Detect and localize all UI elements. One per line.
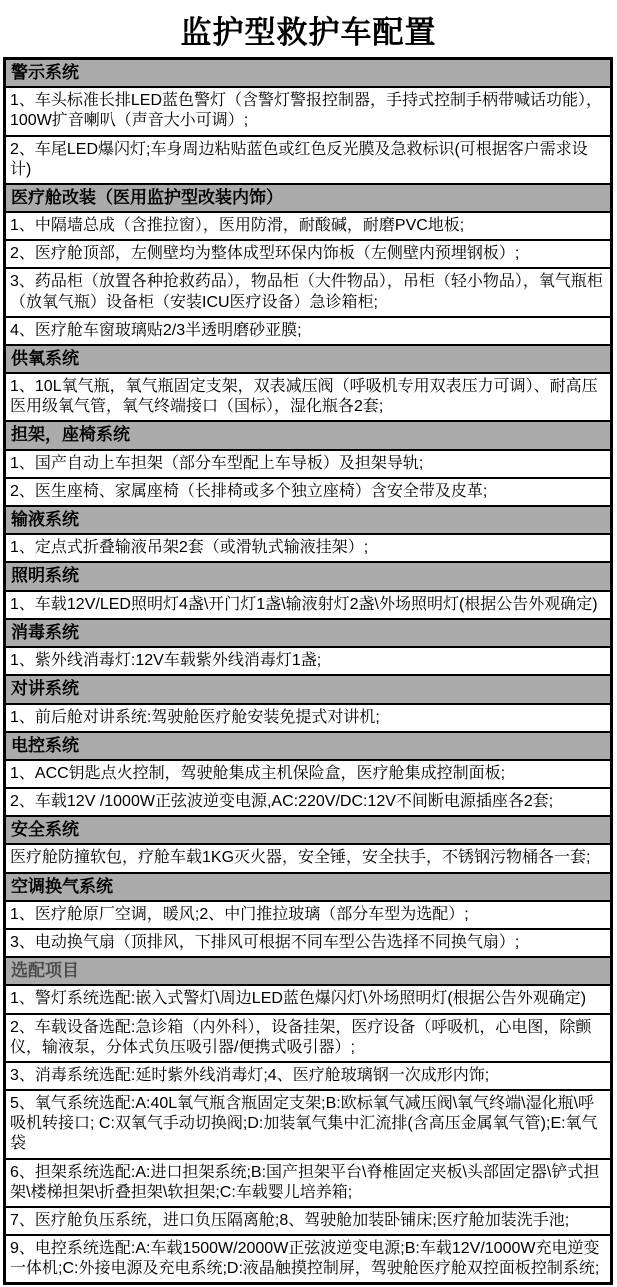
table-row: 3、药品柜（放置各种抢救药品），物品柜（大件物品），吊柜（轻小物品），氧气瓶柜（放氧气瓶）设备柜（安装ICU医疗设备）急诊箱柜; xyxy=(6,269,610,317)
table-row: 5、氧气系统选配:A:40L氧气瓶含瓶固定支架;B:欧标氧气减压阀\氧气终端\湿化瓶\呼吸机转接口; C:双氧气手动切换阀;D:加装氧气集中汇流排(含高压金属氧气管);E:氧气袋 xyxy=(6,1091,610,1159)
table-row: 1、国产自动上车担架（部分车型配上车导板）及担架导轨; xyxy=(6,451,610,479)
table-row: 1、紫外线消毒灯:12V车载紫外线消毒灯1盏; xyxy=(6,648,610,676)
config-table xyxy=(3,57,613,1285)
page-title: 监护型救护车配置 xyxy=(180,15,437,50)
table-row: 1、定点式折叠输液吊架2套（或滑轨式输液挂架）; xyxy=(6,535,610,563)
section-header: 医疗舱改装（医用监护型改装内饰） xyxy=(6,185,610,213)
table-row: 2、车尾LED爆闪灯;车身周边粘贴蓝色或红色反光膜及急救标识(可根据客户需求设计) xyxy=(6,137,610,185)
table-row: 1、ACC钥匙点火控制，驾驶舱集成主机保险盒，医疗舱集成控制面板; xyxy=(6,761,610,789)
section-header: 警示系统 xyxy=(6,60,610,88)
table-row: 2、医疗舱顶部，左侧壁均为整体成型环保内饰板（左侧壁内预埋钢板）; xyxy=(6,241,610,269)
table-row: 2、医生座椅、家属座椅（长排椅或多个独立座椅）含安全带及皮革; xyxy=(6,479,610,507)
table-row: 2、车载设备选配:急诊箱（内外科），设备挂架，医疗设备（呼吸机，心电图，除颤仪，输液泵，分体式负压吸引器/便携式吸引器）; xyxy=(6,1015,610,1063)
section-header: 照明系统 xyxy=(6,563,610,591)
table-row: 4、医疗舱车窗玻璃贴2/3半透明磨砂亚膜; xyxy=(6,318,610,346)
table-row: 1、车头标准长排LED蓝色警灯（含警灯警报控制器，手持式控制手柄带喊话功能），100W扩音喇叭（声音大小可调）; xyxy=(6,88,610,136)
table-row: 6、担架系统选配:A:进口担架系统;B:国产担架平台\脊椎固定夹板\头部固定器\铲式担架\楼梯担架\折叠担架\软担架;C:车载婴儿培养箱; xyxy=(6,1160,610,1208)
section-header: 安全系统 xyxy=(6,817,610,845)
table-row: 1、警灯系统选配:嵌入式警灯\周边LED蓝色爆闪灯\外场照明灯(根据公告外观确定) xyxy=(6,986,610,1014)
table-row: 医疗舱防撞软包，疗舱车载1KG灭火器，安全锤，安全扶手，不锈钢污物桶各一套; xyxy=(6,845,610,873)
table-row: 7、医疗舱负压系统，进口负压隔离舱;8、驾驶舱加装卧铺床;医疗舱加装洗手池; xyxy=(6,1208,610,1236)
table-row: 1、医疗舱原厂空调，暖风;2、中门推拉玻璃（部分车型为选配）; xyxy=(6,902,610,930)
table-row: 9、电控系统选配:A:车载1500W/2000W正弦波逆变电源;B:车载12V/1000W充电逆变一体机;C:外接电源及充电系统;D:液晶触摸控制屏，驾驶舱医疗舱双控面板控制系统; xyxy=(6,1236,610,1282)
table-row: 1、10L氧气瓶，氧气瓶固定支架，双表减压阀（呼吸机专用双表压力可调）、耐高压医用级氧气管，氧气终端接口（国标），湿化瓶各2套; xyxy=(6,374,610,422)
section-header: 选配项目 xyxy=(6,958,610,986)
table-row: 1、前后舱对讲系统:驾驶舱医疗舱安装免提式对讲机; xyxy=(6,705,610,733)
section-header: 供氧系统 xyxy=(6,346,610,374)
table-row: 1、车载12V/LED照明灯4盏\开门灯1盏\输液射灯2盏\外场照明灯(根据公告外观确定) xyxy=(6,592,610,620)
section-header: 电控系统 xyxy=(6,733,610,761)
section-header: 空调换气系统 xyxy=(6,874,610,902)
table-row: 1、中隔墙总成（含推拉窗），医用防滑，耐酸碱，耐磨PVC地板; xyxy=(6,213,610,241)
table-row: 3、电动换气扇（顶排风，下排风可根据不同车型公告选择不同换气扇）; xyxy=(6,930,610,958)
section-header: 担架，座椅系统 xyxy=(6,422,610,450)
table-row: 3、消毒系统选配:延时紫外线消毒灯;4、医疗舱玻璃钢一次成形内饰; xyxy=(6,1063,610,1091)
section-header: 消毒系统 xyxy=(6,620,610,648)
document-page xyxy=(0,7,617,1285)
section-header: 输液系统 xyxy=(6,507,610,535)
section-header: 对讲系统 xyxy=(6,676,610,704)
table-row: 2、车载12V /1000W正弦波逆变电源,AC:220V/DC:12V不间断电源插座各2套; xyxy=(6,789,610,817)
